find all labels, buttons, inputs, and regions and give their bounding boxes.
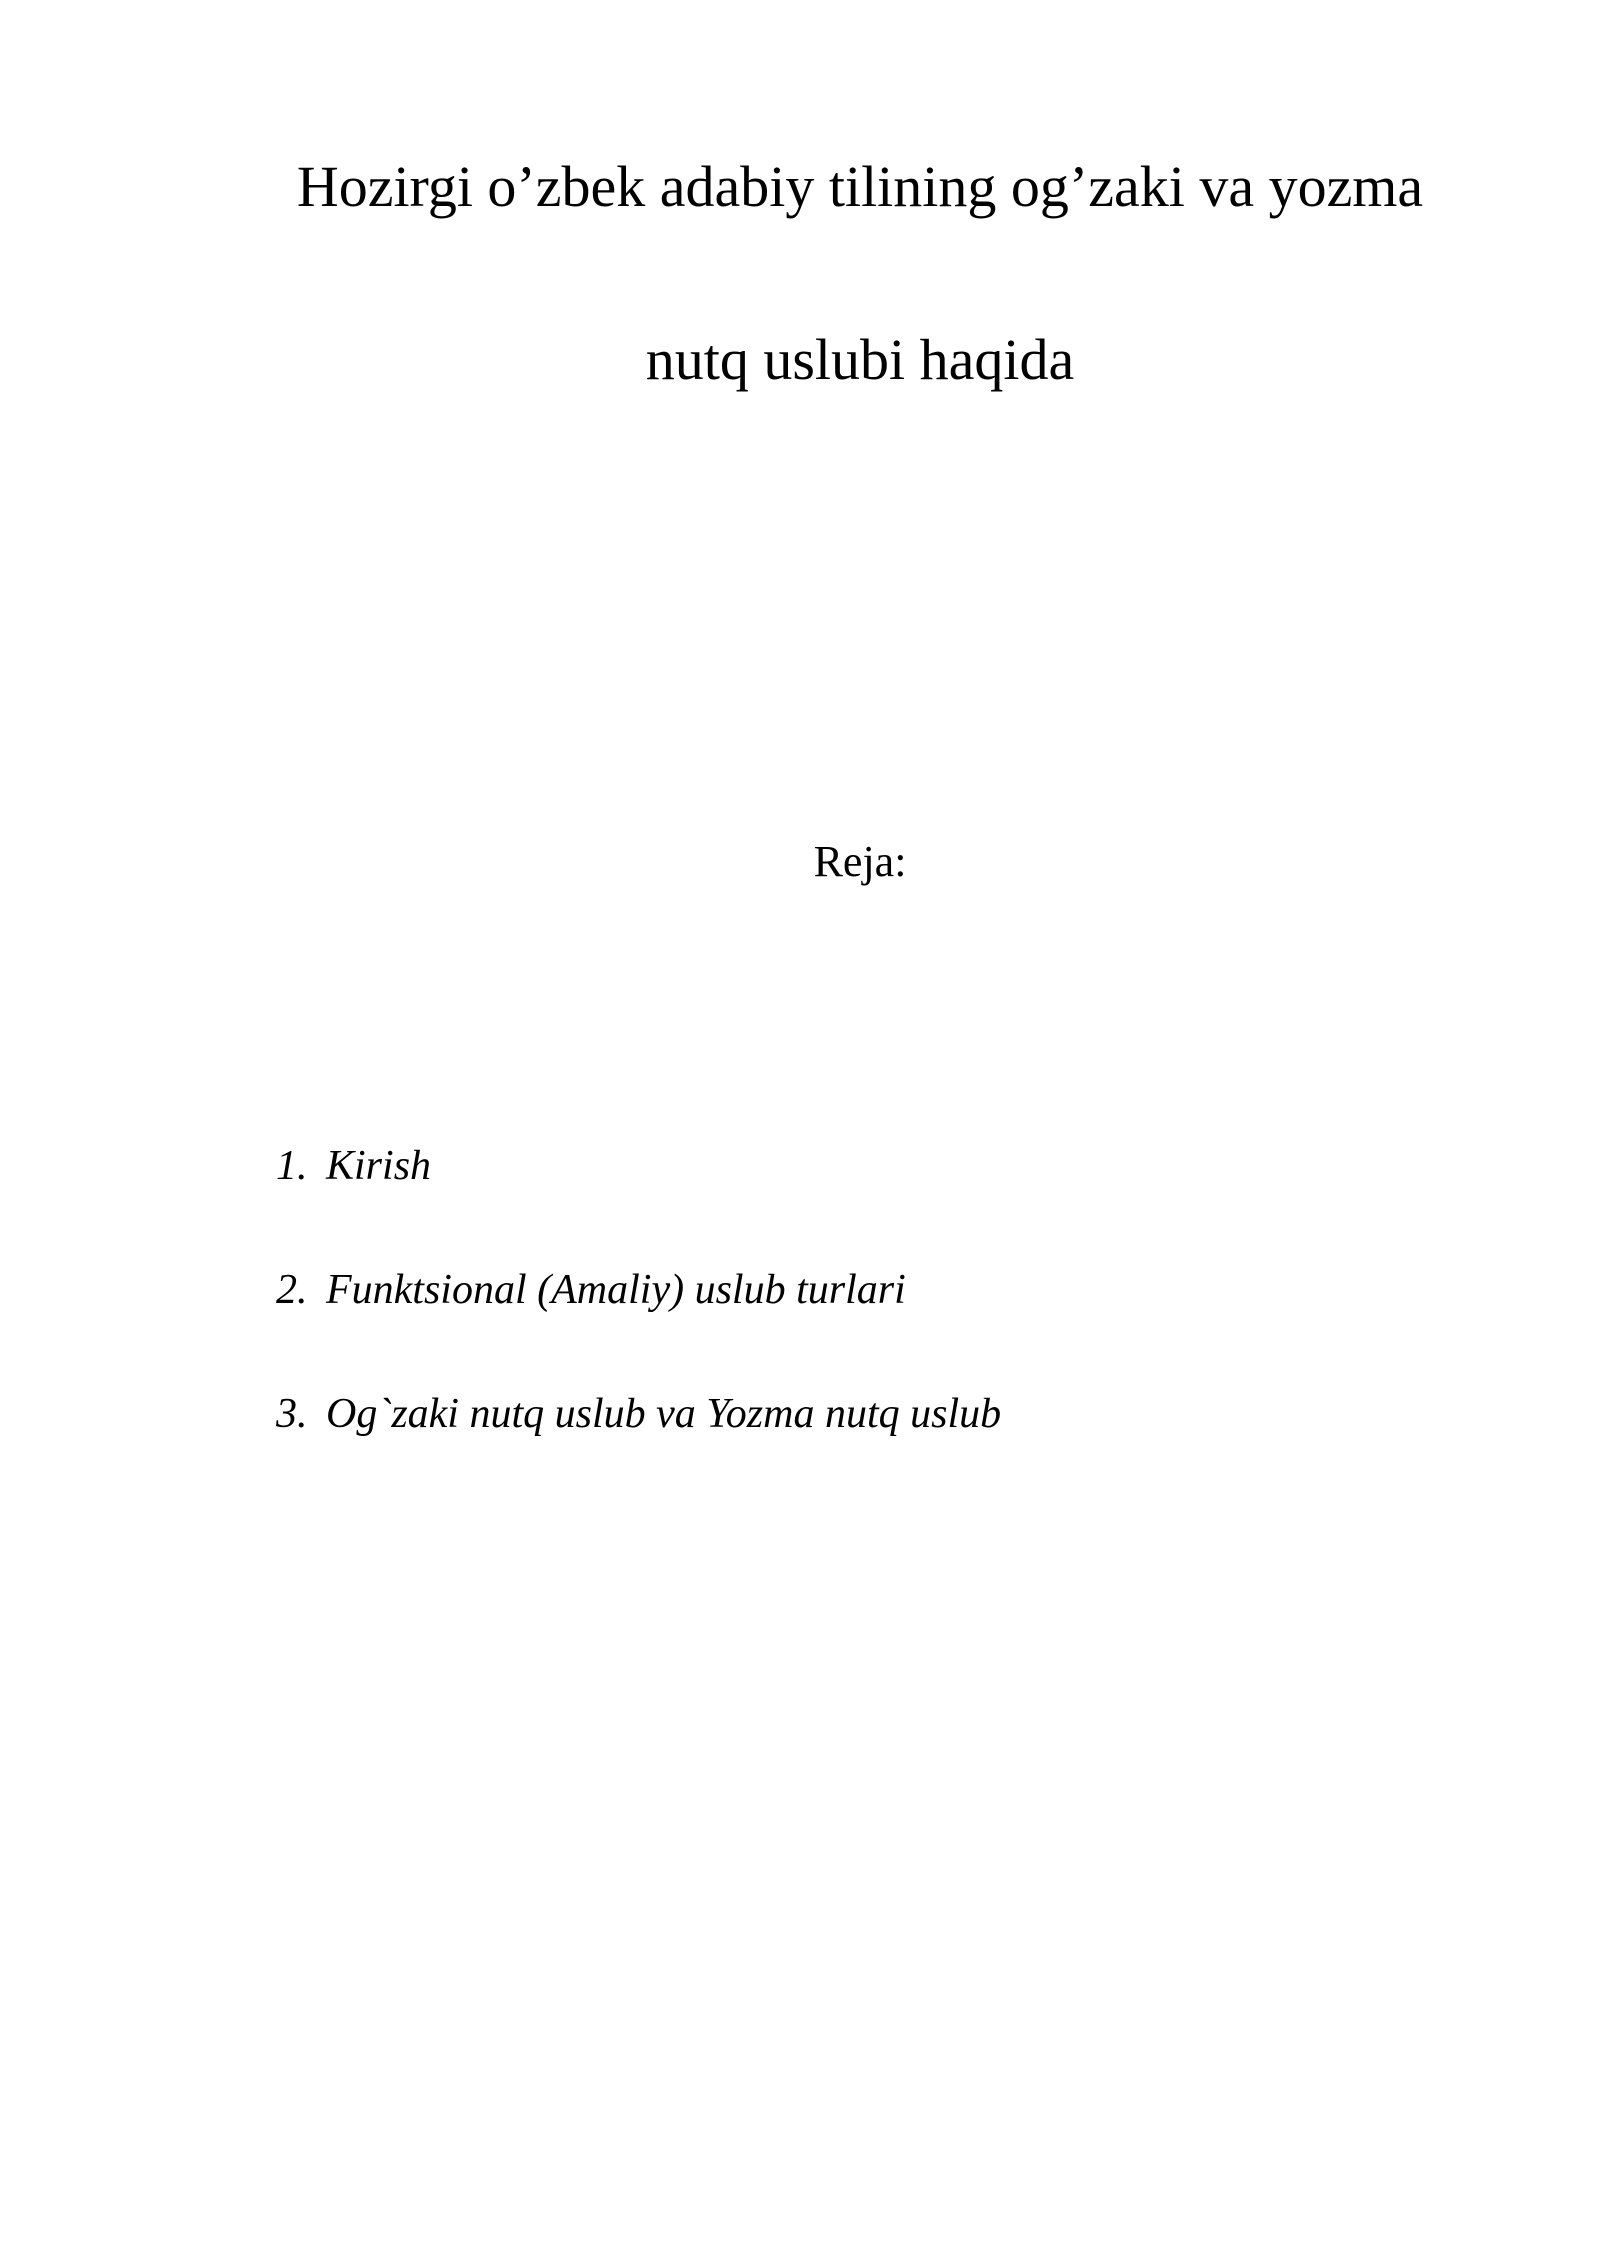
plan-item-text: Kirish (326, 1143, 432, 1189)
plan-item-number: 3. (276, 1391, 308, 1437)
plan-item (276, 1140, 1001, 1192)
document-title-line-2: nutq uslubi haqida (645, 327, 1075, 392)
plan-item (276, 1264, 1001, 1316)
plan-heading: Reja: (813, 837, 907, 886)
plan-list (276, 1140, 1001, 1512)
plan-item-text: Og`zaki nutq uslub va Yozma nutq uslub (326, 1391, 1002, 1437)
plan-item-number: 2. (276, 1267, 308, 1313)
plan-item-text: Funktsional (Amaliy) uslub turlari (326, 1267, 906, 1313)
plan-item (276, 1388, 1001, 1440)
plan-item-number: 1. (276, 1143, 308, 1189)
document-title-line-1: Hozirgi o’zbek adabiy tilining og’zaki va yozma (296, 154, 1424, 219)
